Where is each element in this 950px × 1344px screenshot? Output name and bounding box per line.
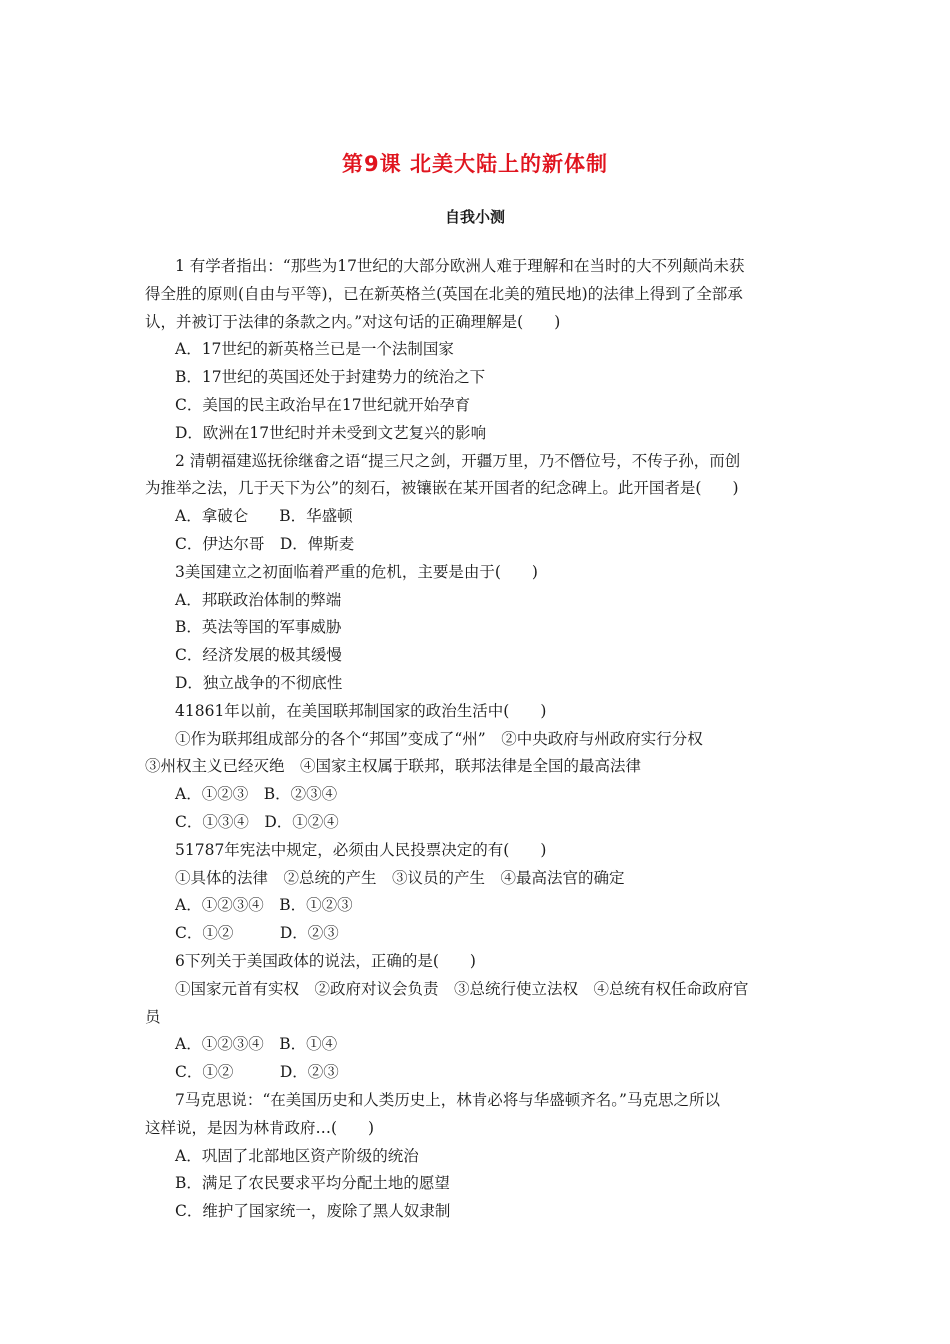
answer-option: A．①②③④ B．①②③ <box>175 896 353 915</box>
answer-option: C．维护了国家统一，废除了黑人奴隶制 <box>175 1202 451 1221</box>
question-1 <box>145 253 807 448</box>
question-stem-line: 3美国建立之初面临着严重的危机，主要是由于( ) <box>175 562 538 581</box>
answer-option: B．17世纪的英国还处于封建势力的统治之下 <box>175 368 486 387</box>
question-stem-line: 认，并被订于法律的条款之内。”对这句话的正确理解是( ) <box>145 312 561 331</box>
answer-option: C．美国的民主政治早在17世纪就开始孕育 <box>175 395 471 414</box>
question-stem-line: 为推举之法，几于天下为公”的刻石，被镶嵌在某开国者的纪念碑上。此开国者是( ) <box>145 479 739 498</box>
answer-option: A．巩固了北部地区资产阶级的统治 <box>175 1146 419 1165</box>
answer-option: A．邦联政治体制的弊端 <box>175 590 342 609</box>
question-5 <box>145 837 807 948</box>
answer-option: A．①②③ B．②③④ <box>175 785 338 804</box>
answer-option: C．①② D．②③ <box>175 924 339 943</box>
section-subtitle: 自我小测 <box>444 208 505 226</box>
answer-option: A．①②③④ B．①④ <box>175 1035 338 1054</box>
question-stem-line: 7马克思说：“在美国历史和人类历史上，林肯必将与华盛顿齐名。”马克思之所以 <box>175 1090 720 1109</box>
question-stem-line: 51787年宪法中规定，必须由人民投票决定的有( ) <box>175 840 547 859</box>
question-statement-line: ①作为联邦组成部分的各个“邦国”变成了“州” ②中央政府与州政府实行分权 <box>175 729 703 748</box>
answer-option: C．经济发展的极其缓慢 <box>175 646 342 665</box>
answer-option: A．拿破仑 B．华盛顿 <box>175 507 353 526</box>
question-2 <box>145 448 807 559</box>
question-stem-line: 1 有学者指出：“那些为17世纪的大部分欧洲人难于理解和在当时的大不列颠尚未获 <box>175 257 745 275</box>
answer-option: C．①② D．②③ <box>175 1063 339 1082</box>
answer-option: C．伊达尔哥 D．俾斯麦 <box>175 534 355 553</box>
answer-option: D．独立战争的不彻底性 <box>175 673 343 692</box>
question-stem-line: 6下列关于美国政体的说法，正确的是( ) <box>175 951 476 970</box>
question-statement-line: 员 <box>145 1007 161 1026</box>
question-stem-line: 41861年以前，在美国联邦制国家的政治生活中( ) <box>175 701 547 720</box>
question-statement-line: ①国家元首有实权 ②政府对议会负责 ③总统行使立法权 ④总统有权任命政府官 <box>175 979 749 998</box>
answer-option: B．英法等国的军事威胁 <box>175 618 342 637</box>
question-stem-line: 2 清朝福建巡抚徐继畲之语“提三尺之剑，开疆万里，乃不僭位号，不传子孙，而创 <box>175 451 741 470</box>
question-statement-line: ③州权主义已经灭绝 ④国家主权属于联邦，联邦法律是全国的最高法律 <box>145 757 642 776</box>
answer-option: D．欧洲在17世纪时并未受到文艺复兴的影响 <box>175 423 487 442</box>
question-list <box>145 253 807 1226</box>
answer-option: C．①③④ D．①②④ <box>175 812 339 831</box>
question-stem-line: 这样说，是因为林肯政府…( ) <box>145 1118 375 1137</box>
question-7 <box>145 1087 807 1226</box>
page-title: 第9课 北美大陆上的新体制 <box>342 152 608 176</box>
question-stem-line: 得全胜的原则(自由与平等)，已在新英格兰(英国在北美的殖民地)的法律上得到了全部承 <box>145 284 743 303</box>
answer-option: B．满足了农民要求平均分配土地的愿望 <box>175 1174 450 1193</box>
answer-option: A．17世纪的新英格兰已是一个法制国家 <box>175 340 454 359</box>
question-3 <box>145 559 807 698</box>
question-4 <box>145 698 807 837</box>
question-6 <box>145 948 807 1087</box>
question-statement-line: ①具体的法律 ②总统的产生 ③议员的产生 ④最高法官的确定 <box>175 868 625 887</box>
